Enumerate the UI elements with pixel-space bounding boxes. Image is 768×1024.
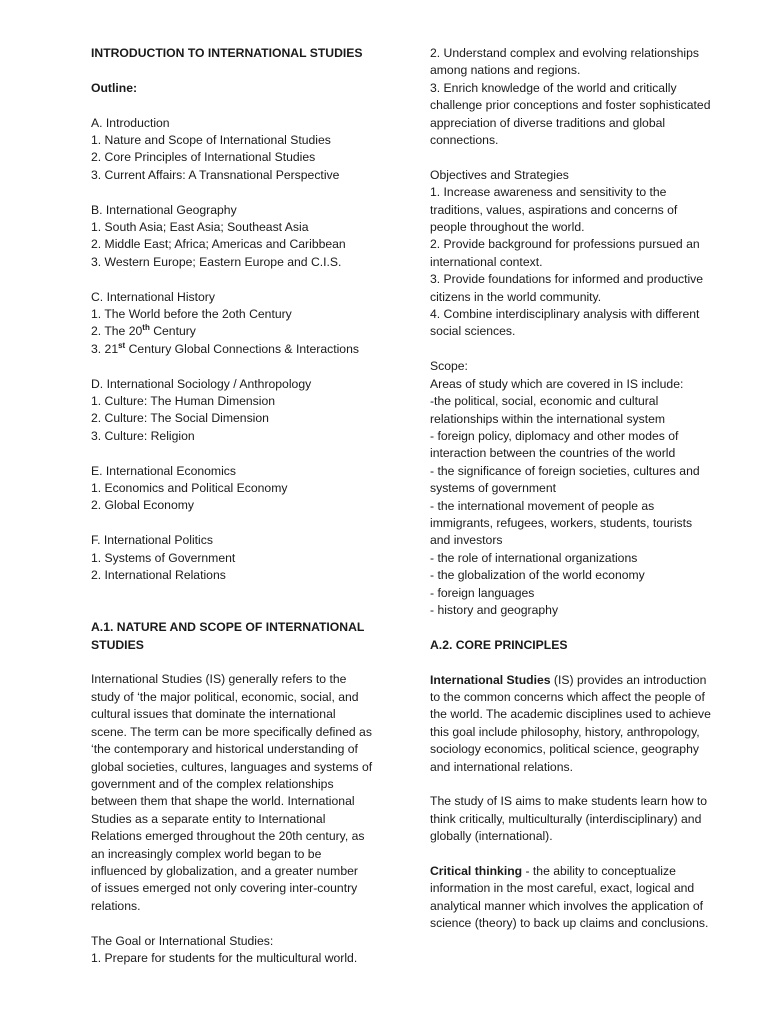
outline-heading-c: C. International History bbox=[91, 289, 215, 304]
objective-line: people throughout the world. bbox=[430, 220, 585, 235]
paragraph-line: between them that shape the world. International bbox=[91, 794, 355, 809]
objective-line: citizens in the world community. bbox=[430, 289, 602, 304]
scope-line: relationships within the international system bbox=[430, 411, 666, 426]
outline-item: 3. Culture: Religion bbox=[91, 428, 195, 443]
item-text: 2. The 20 bbox=[91, 324, 143, 339]
right-column bbox=[430, 45, 735, 933]
scope-line: - the significance of foreign societies, cultures and bbox=[430, 463, 700, 478]
goal-item: challenge prior conceptions and foster sophisticated bbox=[430, 98, 711, 113]
paragraph-line: ‘the contemporary and historical understanding of bbox=[91, 742, 358, 757]
outline-item: 2. Global Economy bbox=[91, 498, 194, 513]
outline-item: 3. Western Europe; Eastern Europe and C.I.S. bbox=[91, 254, 342, 269]
scope-line: immigrants, refugees, workers, students, tourists bbox=[430, 515, 693, 530]
objective-line: international context. bbox=[430, 254, 543, 269]
paragraph-line: this goal include philosophy, history, anthropology, bbox=[430, 724, 700, 739]
paragraph-line: global societies, cultures, languages and systems of bbox=[91, 759, 373, 774]
paragraph-line: Relations emerged throughout the 20th century, as bbox=[91, 829, 365, 844]
paragraph-line bbox=[430, 672, 735, 689]
scope-line: Areas of study which are covered in IS include: bbox=[430, 376, 684, 391]
paragraph-line: government and of the complex relationships bbox=[91, 776, 334, 791]
scope-line: and investors bbox=[430, 533, 503, 548]
paragraph-line: globally (international). bbox=[430, 829, 553, 844]
document-title: INTRODUCTION TO INTERNATIONAL STUDIES bbox=[91, 46, 363, 60]
goal-item: among nations and regions. bbox=[430, 63, 581, 78]
outline-item: 3. Current Affairs: A Transnational Perspective bbox=[91, 167, 340, 182]
scope-line: interaction between the countries of the world bbox=[430, 446, 676, 461]
paragraph-line: of issues emerged not only covering inter-country bbox=[91, 881, 358, 896]
section-heading-a1: A.1. NATURE AND SCOPE OF INTERNATIONAL bbox=[91, 620, 365, 635]
scope-line: - foreign languages bbox=[430, 585, 535, 600]
paragraph-line: think critically, multiculturally (interdisciplinary) and bbox=[430, 811, 702, 826]
goal-item: 2. Understand complex and evolving relationships bbox=[430, 46, 699, 60]
outline-item: 1. Systems of Government bbox=[91, 550, 236, 565]
outline-heading-a: A. Introduction bbox=[91, 115, 170, 130]
item-text: 3. 21 bbox=[91, 341, 119, 356]
outline-item: 1. Culture: The Human Dimension bbox=[91, 394, 276, 409]
paragraph-line: science (theory) to back up claims and conclusions. bbox=[430, 916, 709, 931]
paragraph-line: relations. bbox=[91, 898, 141, 913]
ordinal-suffix: st bbox=[118, 340, 126, 350]
objective-line: 1. Increase awareness and sensitivity to the bbox=[430, 185, 667, 200]
scope-line: - foreign policy, diplomacy and other modes of bbox=[430, 428, 679, 443]
outline-item bbox=[91, 341, 391, 358]
objective-line: 3. Provide foundations for informed and productive bbox=[430, 272, 704, 287]
bold-term: Critical thinking bbox=[430, 864, 523, 878]
goal-heading: The Goal or International Studies: bbox=[91, 933, 274, 948]
objective-line: social sciences. bbox=[430, 324, 516, 339]
outline-item: 2. Culture: The Social Dimension bbox=[91, 411, 269, 426]
scope-heading: Scope: bbox=[430, 359, 468, 374]
scope-line: - the international movement of people as bbox=[430, 498, 655, 513]
scope-line: - the globalization of the world economy bbox=[430, 568, 645, 583]
outline-item: 2. International Relations bbox=[91, 568, 226, 583]
paragraph-line: sociology economics, political science, geography bbox=[430, 742, 699, 757]
paragraph-line: to the common concerns which affect the people of bbox=[430, 689, 705, 704]
goal-item: 1. Prepare for students for the multicultural world. bbox=[91, 950, 358, 965]
paragraph-line: an increasingly complex world began to be bbox=[91, 846, 322, 861]
outline-heading-e: E. International Economics bbox=[91, 463, 236, 478]
outline-item: 1. South Asia; East Asia; Southeast Asia bbox=[91, 220, 309, 235]
outline-item: 2. Core Principles of International Studies bbox=[91, 150, 316, 165]
paragraph-line: the world. The academic disciplines used to achieve bbox=[430, 707, 711, 722]
outline-heading-f: F. International Politics bbox=[91, 533, 213, 548]
paragraph-line: The study of IS aims to make students learn how to bbox=[430, 794, 708, 809]
paragraph-line: information in the most careful, exact, logical and bbox=[430, 881, 695, 896]
objectives-heading: Objectives and Strategies bbox=[430, 167, 569, 182]
objective-line: traditions, values, aspirations and concerns of bbox=[430, 202, 678, 217]
paragraph-text: - the ability to conceptualize bbox=[522, 864, 676, 878]
left-column bbox=[91, 45, 391, 967]
goal-item: appreciation of diverse traditions and global bbox=[430, 115, 666, 130]
paragraph-line: influenced by globalization, and a greater number bbox=[91, 863, 358, 878]
outline-item: 1. Nature and Scope of International Studies bbox=[91, 133, 331, 147]
bold-term: International Studies bbox=[430, 672, 551, 687]
outline-label: Outline: bbox=[91, 80, 138, 95]
scope-line: - history and geography bbox=[430, 602, 559, 617]
goal-item: 3. Enrich knowledge of the world and critically bbox=[430, 80, 677, 95]
outline-item: 2. Middle East; Africa; Americas and Caribbean bbox=[91, 237, 346, 252]
paragraph-line: and international relations. bbox=[430, 759, 573, 774]
paragraph-line: analytical manner which involves the application of bbox=[430, 898, 704, 913]
outline-heading-d: D. International Sociology / Anthropology bbox=[91, 376, 312, 391]
item-text: Century Global Connections & Interactions bbox=[125, 341, 359, 356]
outline-item bbox=[91, 323, 391, 340]
scope-line: systems of government bbox=[430, 481, 556, 496]
paragraph-text: (IS) provides an introduction bbox=[550, 672, 707, 687]
paragraph-line: scene. The term can be more specifically defined as bbox=[91, 724, 372, 739]
paragraph-line: Studies as a separate entity to International bbox=[91, 811, 326, 826]
objective-line: 2. Provide background for professions pursued an bbox=[430, 237, 700, 252]
scope-line: - the role of international organizations bbox=[430, 550, 638, 565]
paragraph-line: study of ‘the major political, economic, social, and bbox=[91, 689, 359, 704]
a1-paragraph bbox=[91, 671, 391, 915]
section-heading-a2: A.2. CORE PRINCIPLES bbox=[430, 637, 568, 652]
ordinal-suffix: th bbox=[142, 323, 150, 333]
item-text: Century bbox=[149, 324, 196, 339]
section-heading-a1: STUDIES bbox=[91, 637, 144, 652]
scope-line: -the political, social, economic and cultural bbox=[430, 394, 659, 409]
objective-line: 4. Combine interdisciplinary analysis with different bbox=[430, 307, 700, 322]
paragraph-line: cultural issues that dominate the international bbox=[91, 707, 336, 722]
paragraph-line bbox=[430, 863, 735, 880]
outline-item: 1. The World before the 2oth Century bbox=[91, 307, 292, 322]
outline-item: 1. Economics and Political Economy bbox=[91, 481, 288, 496]
goal-item: connections. bbox=[430, 133, 499, 148]
paragraph-line: International Studies (IS) generally refers to the bbox=[91, 672, 347, 687]
outline-heading-b: B. International Geography bbox=[91, 202, 237, 217]
